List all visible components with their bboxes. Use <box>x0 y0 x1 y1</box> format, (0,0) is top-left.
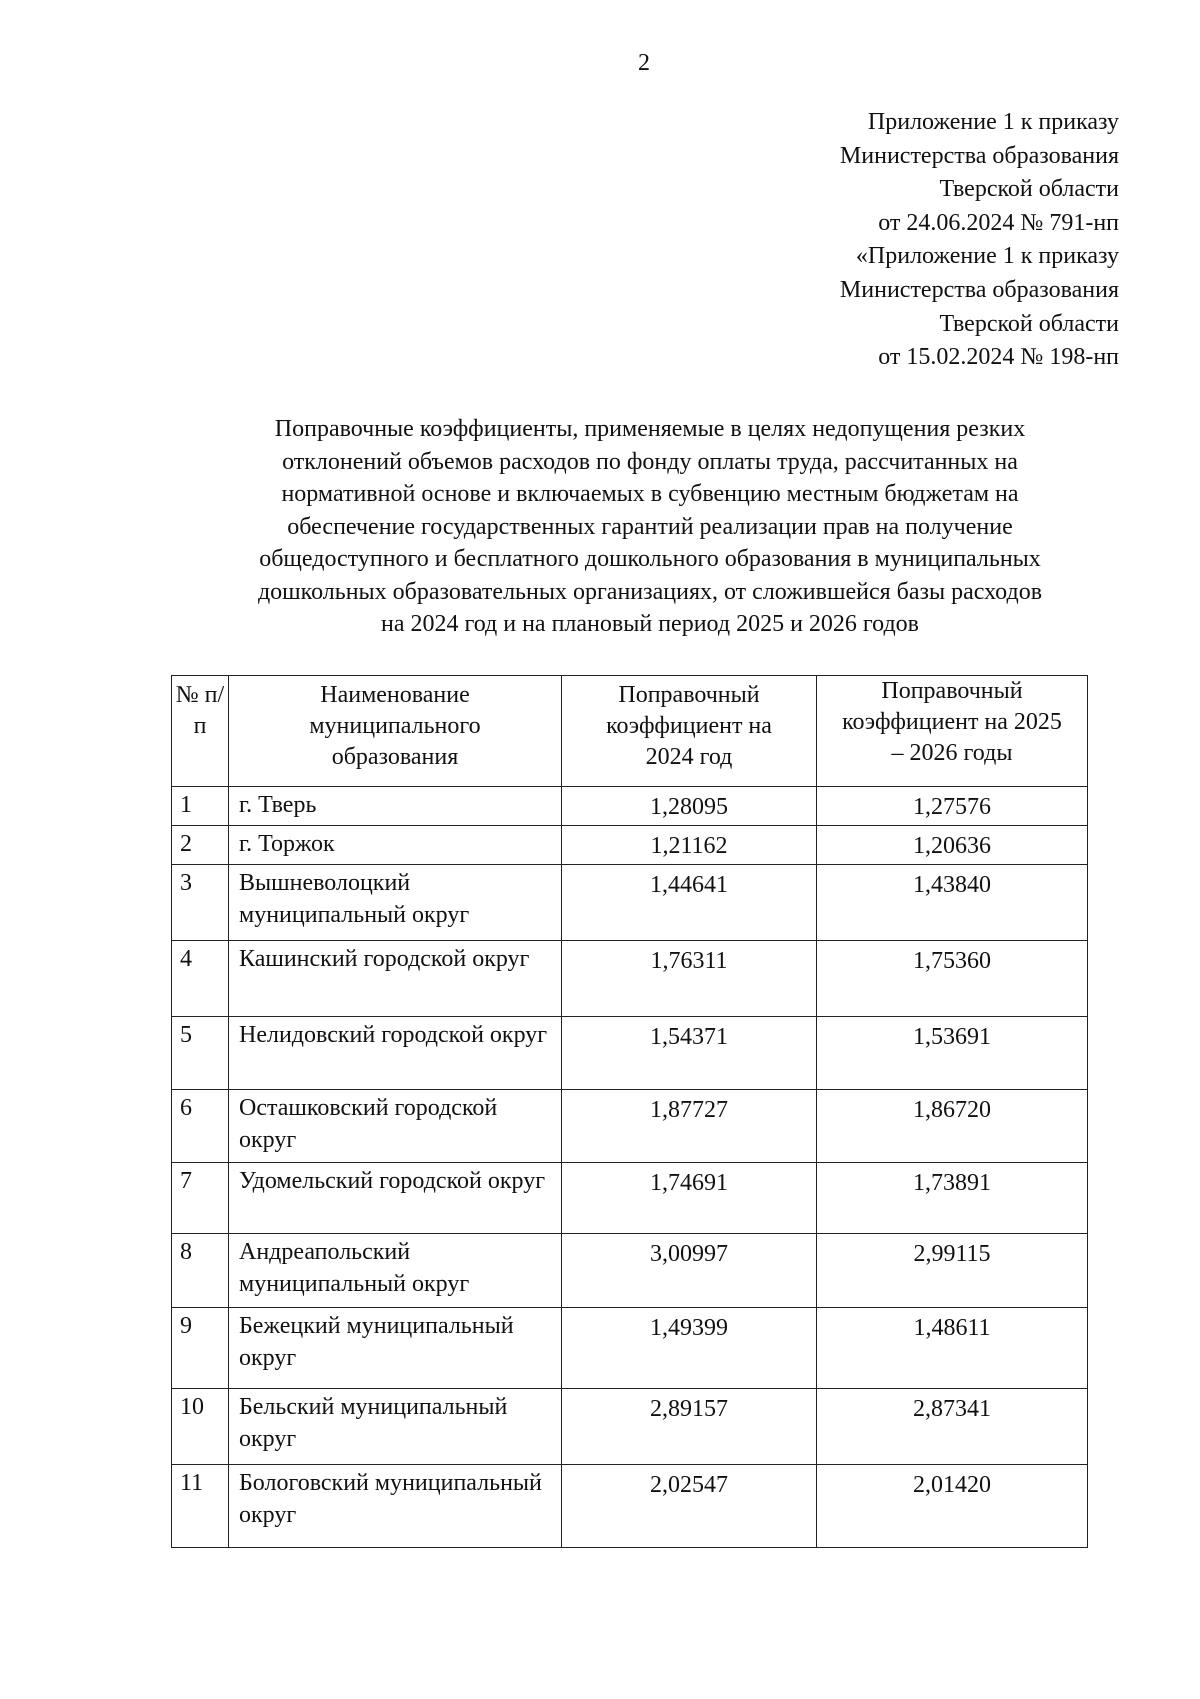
coefficient-2025-2026: 1,27576 <box>817 787 1088 826</box>
row-number: 6 <box>172 1090 229 1163</box>
table-row <box>172 1017 1088 1090</box>
municipality-name: г. Тверь <box>229 787 562 826</box>
table-row <box>172 1234 1088 1308</box>
coefficients-table <box>171 675 1088 1548</box>
coefficient-2024: 1,49399 <box>562 1308 817 1389</box>
header-line: от 15.02.2024 № 198-нп <box>878 344 1119 371</box>
coefficient-2025-2026: 2,01420 <box>817 1465 1088 1548</box>
coefficient-2024: 1,44641 <box>562 865 817 941</box>
header-line: Тверской области <box>939 176 1119 203</box>
title-line: дошкольных образовательных организациях, от сложившейся базы расходов <box>257 578 1043 605</box>
coefficient-2025-2026: 1,53691 <box>817 1017 1088 1090</box>
coefficient-2024: 1,74691 <box>562 1163 817 1234</box>
row-number: 4 <box>172 941 229 1017</box>
municipality-name: Бельский муниципальный округ <box>229 1389 562 1465</box>
municipality-name: Андреапольский муниципальный округ <box>229 1234 562 1308</box>
coefficient-2024: 1,28095 <box>562 787 817 826</box>
title-line: на 2024 год и на плановый период 2025 и 2026 годов <box>380 611 920 637</box>
table-row <box>172 1465 1088 1548</box>
header-line: Приложение 1 к приказу <box>867 109 1119 135</box>
table-row <box>172 1090 1088 1163</box>
coefficient-2025-2026: 1,48611 <box>817 1308 1088 1389</box>
coefficient-2024: 1,21162 <box>562 826 817 865</box>
municipality-name: Осташковский городской округ <box>229 1090 562 1163</box>
title-line: Поправочные коэффициенты, применяемые в целях недопущения резких <box>274 416 1026 442</box>
row-number: 9 <box>172 1308 229 1389</box>
coefficient-2024: 1,54371 <box>562 1017 817 1090</box>
municipality-name: Бологовский муниципальный округ <box>229 1465 562 1548</box>
header-line: Министерства образования <box>839 276 1119 303</box>
municipality-name: Бежецкий муниципальный округ <box>229 1308 562 1389</box>
coefficient-2024: 2,89157 <box>562 1389 817 1465</box>
coefficient-2025-2026: 1,73891 <box>817 1163 1088 1234</box>
header-line: «Приложение 1 к приказу <box>855 243 1119 270</box>
municipality-name: Кашинский городской округ <box>229 941 562 1017</box>
appendix-header <box>840 106 1119 375</box>
document-title <box>150 413 1150 641</box>
header-number: № п/п <box>172 676 229 787</box>
title-line: общедоступного и бесплатного дошкольного образования в муниципальных <box>259 546 1041 572</box>
table-row <box>172 1389 1088 1465</box>
row-number: 8 <box>172 1234 229 1308</box>
row-number: 3 <box>172 865 229 941</box>
coefficient-2025-2026: 1,43840 <box>817 865 1088 941</box>
coefficient-2024: 1,76311 <box>562 941 817 1017</box>
municipality-name: Нелидовский городской округ <box>229 1017 562 1090</box>
header-line: от 24.06.2024 № 791-нп <box>878 209 1119 236</box>
table-row <box>172 787 1088 826</box>
coefficient-2024: 2,02547 <box>562 1465 817 1548</box>
coefficient-2024: 1,87727 <box>562 1090 817 1163</box>
header-line: Тверской области <box>939 310 1119 337</box>
coefficient-2025-2026: 2,99115 <box>817 1234 1088 1308</box>
title-line: отклонений объемов расходов по фонду оплаты труда, рассчитанных на <box>282 448 1018 475</box>
title-line: обеспечение государственных гарантий реализации прав на получение <box>287 513 1013 540</box>
page-number: 2 <box>638 50 650 76</box>
header-line: Министерства образования <box>839 142 1119 169</box>
coefficient-2025-2026: 2,87341 <box>817 1389 1088 1465</box>
municipality-name: г. Торжок <box>229 826 562 865</box>
row-number: 1 <box>172 787 229 826</box>
header-2024: Поправочный коэффициент на 2024 год <box>562 676 817 787</box>
table-row <box>172 1163 1088 1234</box>
table-row <box>172 826 1088 865</box>
municipality-name: Удомельский городской округ <box>229 1163 562 1234</box>
table-row <box>172 941 1088 1017</box>
row-number: 7 <box>172 1163 229 1234</box>
coefficient-2025-2026: 1,20636 <box>817 826 1088 865</box>
coefficient-2025-2026: 1,75360 <box>817 941 1088 1017</box>
table-row <box>172 865 1088 941</box>
row-number: 2 <box>172 826 229 865</box>
header-2025-2026: Поправочный коэффициент на 2025 – 2026 годы <box>817 676 1088 787</box>
row-number: 11 <box>172 1465 229 1548</box>
coefficient-2025-2026: 1,86720 <box>817 1090 1088 1163</box>
header-name: Наименование муниципального образования <box>229 676 562 787</box>
table-header-row <box>172 676 1088 787</box>
coefficient-2024: 3,00997 <box>562 1234 817 1308</box>
municipality-name: Вышневолоцкий муниципальный округ <box>229 865 562 941</box>
row-number: 5 <box>172 1017 229 1090</box>
row-number: 10 <box>172 1389 229 1465</box>
title-line: нормативной основе и включаемых в субвенцию местным бюджетам на <box>281 481 1019 507</box>
table-row <box>172 1308 1088 1389</box>
